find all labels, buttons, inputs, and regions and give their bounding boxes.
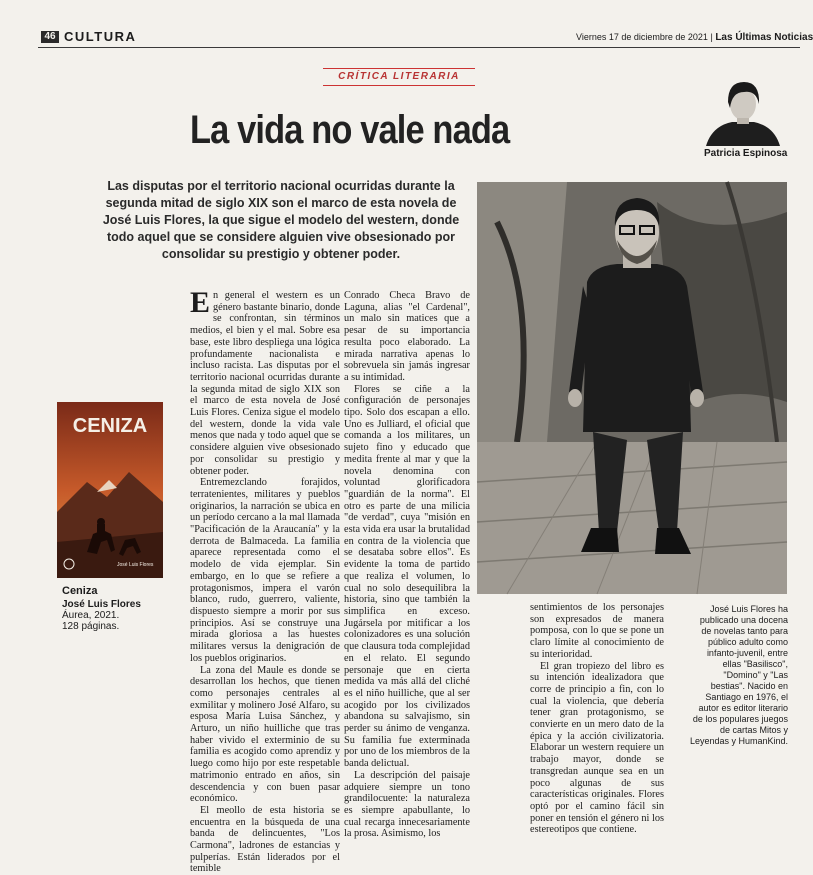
author-bio: José Luis Flores ha publicado una docena de novelas tanto para público adulto como infanto-juvenil, entre ellas "Basilisco", "Domino" y "Las bestias". Nacido en Santiago en 1976, el autor es editor literario de los populares juegos de cartas Mitos y Leyendas y HumanKind. (689, 604, 788, 746)
article-lede: Las disputas por el territorio nacional ocurridas durante la segunda mitad de siglo XIX son el marco de esta novela de José Luis Flores, la que sigue el modelo del western, donde todo aquel que se considere alguien vive obsesionado por consolidar su prestigio y obtener poder. (102, 179, 460, 261)
author-photo-main (477, 182, 787, 594)
book-pages: 128 páginas. (62, 621, 120, 632)
book-caption (62, 586, 141, 632)
article-column-3 (530, 602, 664, 836)
book-cover (57, 402, 163, 578)
article-column-1 (190, 286, 340, 875)
paragraph: Flores se ciñe a la configuración de personajes tipo. Solo dos escapan a ello. Uno es Julliard, el oficial que comanda a los militares, un sujeto fino y educado que medita frente al mar y que la novela denomina con voluntad glorificadora "guardián de la norma". El otro es parte de una milicia "de verdad", cuya "misión en esta vida era usar la brutalidad en contra de la violencia que se desataba sobre ellos". Es evidente la toma de partido que realiza el volumen, lo cual no solo desequilibra la historia, sino que también la simplifica en exceso. Jugársela por mitificar a los colonizadores es una solución que clausura toda complejidad en el relato. El segundo personaje que en cierta medida va más allá del cliché es el niño huilliche, que al ser acogido por los civilizados abandona su salvajismo, sin perder su ánimo de venganza. Su familia fue exterminada por uno de los miembros de la banda delictual. (344, 383, 470, 770)
book-cover-author: José Luis Flores (117, 562, 154, 568)
paragraph (190, 286, 340, 477)
paragraph: El meollo de esta historia se encuentra en la búsqueda de una banda de delincuentes, "Los Carmona", ladrones de estancias y pulperías. Están liderados por el temible (190, 804, 340, 875)
paragraph-text: n general el western es un género bastante binario, donde se confrontan, sin términos medios, el bien y el mal. Sobre esa base, este libro despliega una lógica profundamente nacionalista e incluso racista. Las disputas por el territorio nacional ocurridas durante la segunda mitad de siglo XIX son el marco de esta novela de José Luis Flores. Ceniza sigue el modelo del western, donde la vida vale menos que nada y todo aquel que se considere alguien vive obsesionado por consolidar su prestigio y obtener poder. (190, 290, 340, 477)
book-cover-title: CENIZA (72, 415, 148, 437)
paragraph: El gran tropiezo del libro es su intención idealizadora que corre de principio a fin, con lo cual la violencia, que debería tener gran protagonismo, se convierte en un mero dato de la épica y la acción civilizatoria. Elaborar un western requiere un trabajo mayor, donde se transgredan aunque sea en un poco algunas de sus características originales. Flores optó por el camino fácil sin poner en tensión el género ni los estereotipos que contiene. (530, 660, 664, 836)
article-kicker: CRÍTICA LITERARIA (323, 68, 475, 86)
dateline (576, 32, 813, 43)
book-publisher: Áurea, 2021. (62, 610, 120, 621)
dateline-separator: | (710, 32, 713, 42)
author-portrait (702, 74, 784, 146)
article-column-2 (344, 290, 470, 840)
article-headline: La vida no vale nada (190, 108, 510, 152)
paragraph: La zona del Maule es donde se desarrollan los hechos, que tienen como personajes centrales al exmilitar y molinero José Alfaro, su esposa María Luisa Sánchez, y Arturo, un niño huilliche que tras haber vivido el exterminio de su familia es acogido como aprendiz y luego como hijo por este respetable matrimonio entrado en años, sin descendencia y con buen pasar económico. (190, 664, 340, 805)
publication-date: Viernes 17 de diciembre de 2021 (576, 32, 708, 42)
drop-cap: E (190, 286, 211, 319)
page-number: 46 (41, 31, 59, 43)
paragraph: Entremezclando forajidos, terratenientes, militares y pueblos originarios, la narración se ubica en un período cercano a la mal llamada "Pacificación de la Araucanía" y la derrota de Balmaceda. La familia aparece representada como el modelo de vida ejemplar. Sin embargo, en lo que se refiere a protagonismos, impera el varón blanco, rudo, guerrero, valiente, dispuesto siempre a morir por sus principios. Así se construye una mirada gloriosa a las huestes militares versus la denigración de los pueblos originarios. (190, 477, 340, 664)
paragraph: La descripción del paisaje adquiere siempre un tono grandilocuente: la naturaleza es siempre apabullante, lo cual recarga innecesariamente la prosa. Asimismo, los (344, 769, 470, 840)
book-author: José Luis Flores (62, 599, 141, 610)
book-title: Ceniza (62, 585, 98, 597)
page-header (38, 26, 813, 48)
paragraph: Conrado Checa Bravo de Laguna, alias "el Cardenal", un malo sin matices que a pesar de su importancia resulta poco elaborado. La mirada narrativa apenas lo sobrevuela sin jamás ingresar a su intimidad. (344, 290, 470, 383)
author-byline: Patricia Espinosa (704, 148, 788, 159)
section-name: CULTURA (64, 29, 137, 44)
publication-name: Las Últimas Noticias (715, 32, 813, 43)
paragraph: sentimientos de los personajes son expresados de manera pomposa, con lo que se pone un claro límite al conocimiento de su interioridad. (530, 602, 664, 660)
